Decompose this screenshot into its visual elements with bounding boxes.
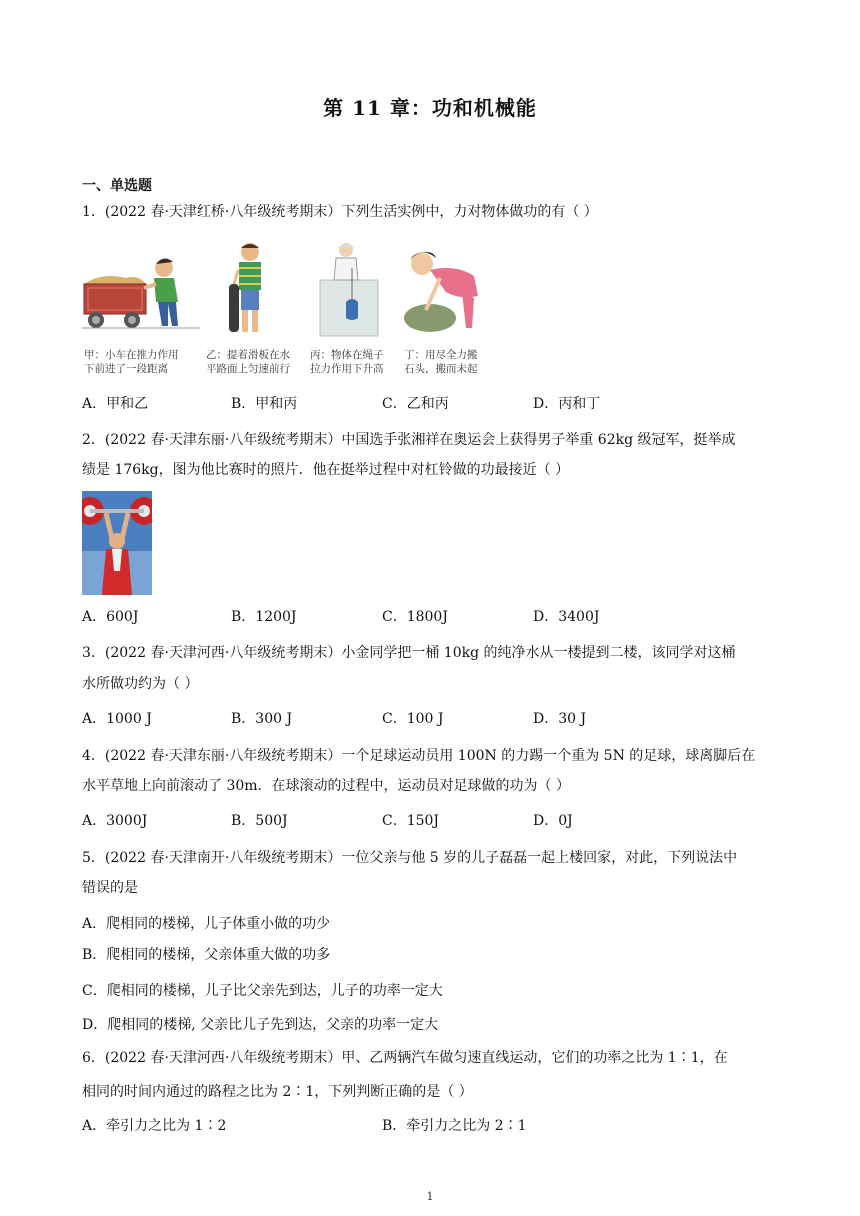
q4-option-c[interactable]: C．150J <box>382 813 440 829</box>
q1-caption-b-line2: 平路面上匀速前行 <box>206 363 290 375</box>
q1-options <box>82 394 782 414</box>
page-number: 1 <box>426 1190 434 1203</box>
q1-figure-stone-illustration <box>400 248 486 334</box>
q5-option-c[interactable]: C．爬相同的楼梯，儿子比父亲先到达，儿子的功率一定大 <box>82 983 443 999</box>
q2-stem-line1: 2．(2022 春·天津东丽·八年级统考期末）中国选手张湘祥在奥运会上获得男子举重 62kg 级冠军，挺举成 <box>82 432 736 448</box>
q1-caption-a-line1: 甲：小车在推力作用 <box>84 349 179 361</box>
q1-option-a[interactable]: A．甲和乙 <box>82 396 149 412</box>
q6-stem-line2: 相同的时间内通过的路程之比为 2∶1，下列判断正确的是（ ） <box>82 1084 473 1100</box>
q2-option-c[interactable]: C．1800J <box>382 609 448 625</box>
q4-option-d[interactable]: D．0J <box>533 813 573 829</box>
q2-stem-line2: 绩是 176kg，图为他比赛时的照片．他在挺举过程中对杠铃做的功最接近（ ） <box>82 462 570 478</box>
q6-option-a[interactable]: A．牵引力之比为 1∶2 <box>82 1118 227 1134</box>
q4-options <box>82 811 782 831</box>
q1-caption-b-line1: 乙：提着滑板在水 <box>206 349 290 361</box>
q2-option-b[interactable]: B．1200J <box>231 609 297 625</box>
q4-stem-line2: 水平草地上向前滚动了 30m．在球滚动的过程中，运动员对足球做的功为（ ） <box>82 778 570 794</box>
q3-stem-line1: 3．(2022 春·天津河西·八年级统考期末）小金同学把一桶 10kg 的纯净水从一楼提到二楼，该同学对这桶 <box>82 645 736 661</box>
q6-option-b[interactable]: B．牵引力之比为 2∶1 <box>382 1118 527 1134</box>
q5-option-b[interactable]: B．爬相同的楼梯，父亲体重大做的功多 <box>82 947 331 963</box>
q3-option-d[interactable]: D．30 J <box>533 711 587 727</box>
q1-figure-cart-illustration <box>82 250 200 336</box>
q3-stem-line2: 水所做功约为（ ） <box>82 676 199 692</box>
q1-caption-c-line1: 丙：物体在绳子 <box>310 349 384 361</box>
q1-caption-d-line1: 丁：用尽全力搬 <box>404 349 478 361</box>
q3-option-c[interactable]: C．100 J <box>382 711 444 727</box>
q2-options <box>82 607 782 627</box>
q1-caption-d-line2: 石头，搬而未起 <box>404 363 478 375</box>
q4-option-a[interactable]: A．3000J <box>82 813 148 829</box>
section-heading: 一、单选题 <box>82 178 152 194</box>
q4-option-b[interactable]: B．500J <box>231 813 288 829</box>
q1-figure-skateboard-illustration <box>224 240 278 338</box>
q5-stem-line2: 错误的是 <box>82 880 138 896</box>
q3-option-b[interactable]: B．300 J <box>231 711 293 727</box>
q1-caption-a-line2: 下前进了一段距离 <box>84 363 168 375</box>
q6-stem-line1: 6．(2022 春·天津河西·八年级统考期末）甲、乙两辆汽车做匀速直线运动，它们的功率之比为 1∶1，在 <box>82 1050 728 1066</box>
q2-weightlifter-photo <box>82 491 152 595</box>
q1-option-c[interactable]: C．乙和丙 <box>382 396 449 412</box>
q5-option-a[interactable]: A．爬相同的楼梯，儿子体重小做的功少 <box>82 916 331 932</box>
q3-options <box>82 709 782 729</box>
q1-figure-rope-illustration <box>316 240 382 338</box>
q6-options <box>82 1116 782 1136</box>
q2-option-a[interactable]: A．600J <box>82 609 139 625</box>
q2-option-d[interactable]: D．3400J <box>533 609 600 625</box>
q4-stem-line1: 4．(2022 春·天津东丽·八年级统考期末）一个足球运动员用 100N 的力踢一个重为 5N 的足球，球离脚后在 <box>82 748 756 764</box>
q5-stem-line1: 5．(2022 春·天津南开·八年级统考期末）一位父亲与他 5 岁的儿子磊磊一起上楼回家，对此，下列说法中 <box>82 850 738 866</box>
q1-option-b[interactable]: B．甲和丙 <box>231 396 298 412</box>
q1-caption-c-line2: 拉力作用下升高 <box>310 363 384 375</box>
q1-option-d[interactable]: D．丙和丁 <box>533 396 601 412</box>
page-title: 第 11 章：功和机械能 <box>323 96 537 120</box>
q1-stem: 1．(2022 春·天津红桥·八年级统考期末）下列生活实例中，力对物体做功的有（ ） <box>82 204 598 220</box>
q3-option-a[interactable]: A．1000 J <box>82 711 152 727</box>
q5-option-d[interactable]: D．爬相同的楼梯, 父亲比儿子先到达，父亲的功率一定大 <box>82 1017 439 1033</box>
